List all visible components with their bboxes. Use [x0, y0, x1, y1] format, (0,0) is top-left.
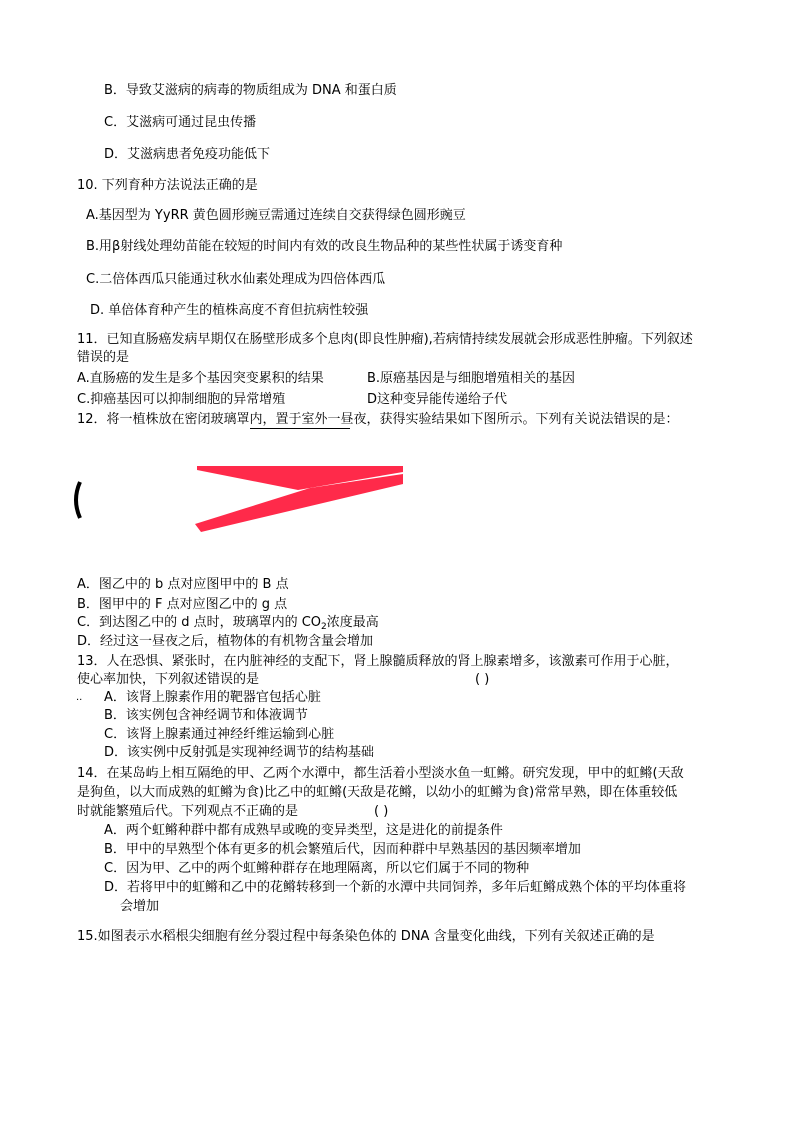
- q14-stem-line3: 时就能繁殖后代。下列观点不正确的是: [77, 804, 299, 819]
- q11-stem-line1: 11．已知直肠癌发病早期仅在肠壁形成多个息肉(即良性肿瘤),若病情持续发展就会形成恶性肿瘤。下列叙述: [77, 332, 693, 347]
- q12-option-a: A．图乙中的 b 点对应图甲中的 B 点: [77, 577, 289, 592]
- q9-option-d: D．艾滋病患者免疫功能低下: [104, 147, 271, 162]
- q10-option-a: A.基因型为 YyRR 黄色圆形豌豆需通过连续自交获得绿色圆形豌豆: [86, 208, 466, 223]
- q14-option-d-line2: 会增加: [120, 899, 160, 914]
- q12-option-b: B．图甲中的 F 点对应图乙中的 g 点: [77, 597, 288, 612]
- figure-bracket: [76, 482, 80, 518]
- q14-option-c: C．因为甲、乙中的两个虹鳉种群存在地理隔离，所以它们属于不同的物种: [104, 861, 530, 876]
- q14-stem-line1: 14．在某岛屿上相互隔绝的甲、乙两个水潭中，都生活着小型淡水鱼一虹鳉。研究发现，甲中的虹鳉(天敌: [77, 766, 684, 781]
- q13-stem-line2: 使心率加快，下列叙述错误的是: [77, 672, 260, 687]
- q13-option-c: C．该肾上腺素通过神经纤维运输到心脏: [104, 727, 335, 742]
- stem-underline-mark: [250, 428, 350, 429]
- q9-option-b: B．导致艾滋病的病毒的物质组成为 DNA 和蛋白质: [104, 83, 397, 98]
- q14-option-d-line1: D．若将甲中的虹鳉和乙中的花鳉转移到一个新的水潭中共同饲养，多年后虹鳉成熟个体的平均体重将: [104, 880, 687, 895]
- q10-option-c: C.二倍体西瓜只能通过秋水仙素处理成为四倍体西瓜: [86, 272, 386, 287]
- q10-option-b: B.用β射线处理幼苗能在较短的时间内有效的改良生物品种的某些性状属于诱变育种: [86, 239, 563, 254]
- q14-option-a: A．两个虹鳉种群中都有成熟早或晚的变异类型，这是进化的前提条件: [104, 823, 503, 838]
- q12-option-d: D．经过这一昼夜之后，植物体的有机物含量会增加: [77, 634, 374, 649]
- q12-figure: [70, 460, 415, 540]
- q13-option-a: A．该肾上腺素作用的靶器官包括心脏: [104, 690, 321, 705]
- q11-option-c: C.抑癌基因可以抑制细胞的异常增殖: [77, 392, 286, 407]
- q9-option-c: C．艾滋病可通过昆虫传播: [104, 115, 257, 130]
- q15-stem: 15.如图表示水稻根尖细胞有丝分裂过程中每条染色体的 DNA 含量变化曲线，下列有关叙述正确的是: [77, 929, 655, 944]
- q13-stem-line1: 13．人在恐惧、紧张时，在内脏神经的支配下，肾上腺髓质释放的肾上腺素增多，该激素可作用于心脏，: [77, 654, 679, 669]
- q11-option-d: D这种变异能传递给子代: [367, 392, 508, 407]
- q14-option-b: B．甲中的早熟型个体有更多的机会繁殖后代，因而种群中早熟基因的基因频率增加: [104, 842, 581, 857]
- q12-stem: 12．将一植株放在密闭玻璃罩内，置于室外一昼夜，获得实验结果如下图所示。下列有关说法错误的是：: [77, 412, 679, 427]
- q12-option-c: C．到达图乙中的 d 点时，玻璃罩内的 $CO_2$浓度最高: [77, 615, 379, 632]
- q13-option-b: B．该实例包含神经调节和体液调节: [104, 708, 308, 723]
- q10-option-d: D. 单倍体育种产生的植株高度不育但抗病性较强: [90, 303, 369, 318]
- q10-stem: 10. 下列育种方法说法正确的是: [77, 178, 258, 193]
- q11-option-b: B.原癌基因是与细胞增殖相关的基因: [367, 371, 576, 386]
- q13-answer-paren: ( ): [475, 672, 490, 687]
- q14-answer-paren: ( ): [374, 804, 389, 819]
- q11-option-a: A.直肠癌的发生是多个基因突变累积的结果: [77, 371, 324, 386]
- q13-option-d: D．该实例中反射弧是实现神经调节的结构基础: [104, 745, 375, 760]
- stray-mark: ..: [76, 692, 83, 703]
- q14-stem-line2: 是狗鱼，以大而成熟的虹鳉为食)比乙中的虹鳉(天敌是花鳉，以幼小的虹鳉为食)常常早熟，即在体重较低: [77, 785, 678, 800]
- q11-stem-line2: 错误的是: [77, 350, 130, 365]
